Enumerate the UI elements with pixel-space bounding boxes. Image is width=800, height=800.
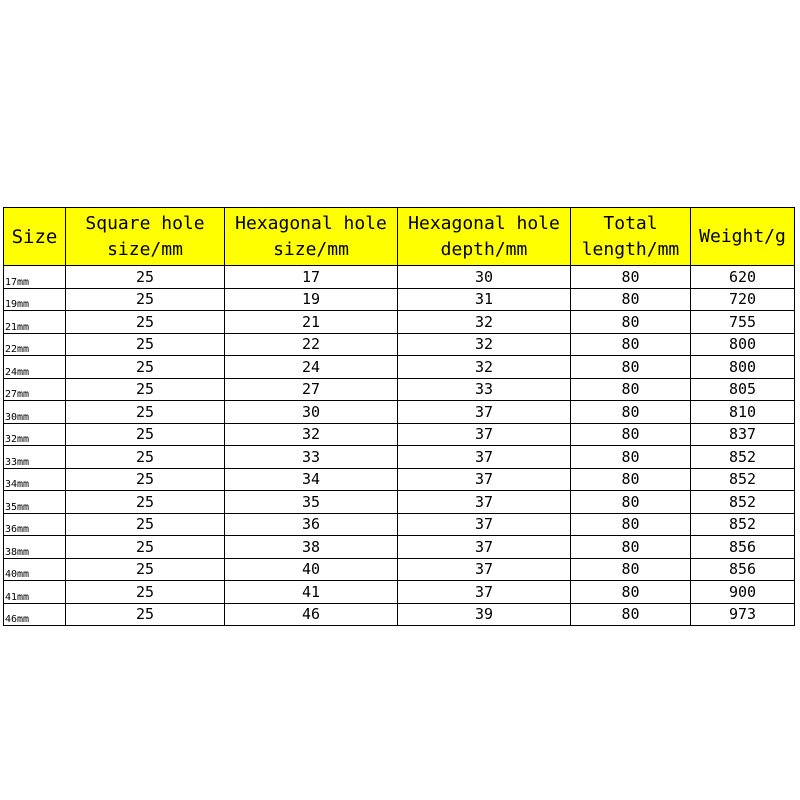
weight-cell: 837 bbox=[691, 423, 795, 446]
total-length-cell: 80 bbox=[571, 356, 691, 379]
header-weight-label: Weight/g bbox=[699, 225, 786, 247]
table-row bbox=[4, 446, 795, 469]
total-length-cell: 80 bbox=[571, 423, 691, 446]
hex-hole-depth-cell: 37 bbox=[398, 423, 571, 446]
weight-cell: 856 bbox=[691, 558, 795, 581]
size-cell: 41mm bbox=[4, 581, 66, 604]
square-hole-size-cell: 25 bbox=[66, 288, 225, 311]
total-length-cell: 80 bbox=[571, 468, 691, 491]
size-cell: 46mm bbox=[4, 603, 66, 626]
square-hole-size-cell: 25 bbox=[66, 513, 225, 536]
weight-cell: 800 bbox=[691, 333, 795, 356]
total-length-cell: 80 bbox=[571, 513, 691, 536]
total-length-cell: 80 bbox=[571, 378, 691, 401]
size-cell: 32mm bbox=[4, 423, 66, 446]
size-cell: 38mm bbox=[4, 536, 66, 559]
table-row bbox=[4, 513, 795, 536]
hex-hole-size-cell: 21 bbox=[225, 311, 398, 334]
total-length-cell: 80 bbox=[571, 603, 691, 626]
hex-hole-size-cell: 30 bbox=[225, 401, 398, 424]
table-row bbox=[4, 536, 795, 559]
hex-hole-depth-cell: 37 bbox=[398, 558, 571, 581]
size-cell: 27mm bbox=[4, 378, 66, 401]
table-row bbox=[4, 288, 795, 311]
hex-hole-depth-cell: 37 bbox=[398, 491, 571, 514]
hex-hole-size-cell: 33 bbox=[225, 446, 398, 469]
weight-cell: 856 bbox=[691, 536, 795, 559]
table-row bbox=[4, 401, 795, 424]
total-length-cell: 80 bbox=[571, 536, 691, 559]
hex-hole-depth-cell: 37 bbox=[398, 581, 571, 604]
header-hex-hole-size bbox=[225, 208, 398, 266]
table-row bbox=[4, 378, 795, 401]
square-hole-size-cell: 25 bbox=[66, 491, 225, 514]
size-cell: 40mm bbox=[4, 558, 66, 581]
square-hole-size-cell: 25 bbox=[66, 558, 225, 581]
hex-hole-size-cell: 22 bbox=[225, 333, 398, 356]
hex-hole-depth-cell: 32 bbox=[398, 333, 571, 356]
weight-cell: 805 bbox=[691, 378, 795, 401]
square-hole-size-cell: 25 bbox=[66, 356, 225, 379]
square-hole-size-cell: 25 bbox=[66, 311, 225, 334]
header-hex-hole-depth-line1: Hexagonal hole bbox=[408, 212, 560, 234]
hex-hole-depth-cell: 32 bbox=[398, 356, 571, 379]
size-cell: 33mm bbox=[4, 446, 66, 469]
table-row bbox=[4, 558, 795, 581]
spec-table bbox=[3, 207, 795, 626]
weight-cell: 900 bbox=[691, 581, 795, 604]
hex-hole-size-cell: 38 bbox=[225, 536, 398, 559]
square-hole-size-cell: 25 bbox=[66, 536, 225, 559]
size-cell: 35mm bbox=[4, 491, 66, 514]
header-hex-hole-depth bbox=[398, 208, 571, 266]
hex-hole-depth-cell: 37 bbox=[398, 446, 571, 469]
header-hex-hole-size-line2: size/mm bbox=[273, 238, 349, 260]
hex-hole-depth-cell: 31 bbox=[398, 288, 571, 311]
weight-cell: 852 bbox=[691, 491, 795, 514]
square-hole-size-cell: 25 bbox=[66, 603, 225, 626]
size-cell: 17mm bbox=[4, 266, 66, 289]
weight-cell: 973 bbox=[691, 603, 795, 626]
header-weight bbox=[691, 208, 795, 266]
total-length-cell: 80 bbox=[571, 311, 691, 334]
hex-hole-size-cell: 19 bbox=[225, 288, 398, 311]
size-cell: 21mm bbox=[4, 311, 66, 334]
weight-cell: 800 bbox=[691, 356, 795, 379]
header-square-hole-size-line2: size/mm bbox=[107, 238, 183, 260]
table-row bbox=[4, 356, 795, 379]
total-length-cell: 80 bbox=[571, 558, 691, 581]
weight-cell: 852 bbox=[691, 468, 795, 491]
square-hole-size-cell: 25 bbox=[66, 333, 225, 356]
hex-hole-size-cell: 34 bbox=[225, 468, 398, 491]
hex-hole-depth-cell: 30 bbox=[398, 266, 571, 289]
size-cell: 34mm bbox=[4, 468, 66, 491]
size-cell: 24mm bbox=[4, 356, 66, 379]
hex-hole-size-cell: 17 bbox=[225, 266, 398, 289]
size-cell: 30mm bbox=[4, 401, 66, 424]
square-hole-size-cell: 25 bbox=[66, 266, 225, 289]
hex-hole-depth-cell: 37 bbox=[398, 401, 571, 424]
hex-hole-size-cell: 35 bbox=[225, 491, 398, 514]
header-total-length-line2: length/mm bbox=[581, 238, 680, 260]
total-length-cell: 80 bbox=[571, 446, 691, 469]
table-row bbox=[4, 266, 795, 289]
header-row bbox=[4, 208, 795, 266]
weight-cell: 852 bbox=[691, 446, 795, 469]
square-hole-size-cell: 25 bbox=[66, 581, 225, 604]
weight-cell: 810 bbox=[691, 401, 795, 424]
table-row bbox=[4, 423, 795, 446]
hex-hole-size-cell: 27 bbox=[225, 378, 398, 401]
total-length-cell: 80 bbox=[571, 401, 691, 424]
square-hole-size-cell: 25 bbox=[66, 401, 225, 424]
table-row bbox=[4, 333, 795, 356]
table-row bbox=[4, 491, 795, 514]
header-size bbox=[4, 208, 66, 266]
total-length-cell: 80 bbox=[571, 333, 691, 356]
hex-hole-depth-cell: 37 bbox=[398, 536, 571, 559]
header-total-length bbox=[571, 208, 691, 266]
total-length-cell: 80 bbox=[571, 581, 691, 604]
hex-hole-size-cell: 36 bbox=[225, 513, 398, 536]
total-length-cell: 80 bbox=[571, 288, 691, 311]
table-row bbox=[4, 581, 795, 604]
hex-hole-size-cell: 32 bbox=[225, 423, 398, 446]
weight-cell: 852 bbox=[691, 513, 795, 536]
table-body bbox=[4, 266, 795, 626]
header-square-hole-size-line1: Square hole bbox=[85, 212, 205, 234]
header-square-hole-size bbox=[66, 208, 225, 266]
weight-cell: 720 bbox=[691, 288, 795, 311]
square-hole-size-cell: 25 bbox=[66, 446, 225, 469]
header-size-label: Size bbox=[11, 225, 58, 248]
weight-cell: 755 bbox=[691, 311, 795, 334]
square-hole-size-cell: 25 bbox=[66, 468, 225, 491]
size-cell: 36mm bbox=[4, 513, 66, 536]
total-length-cell: 80 bbox=[571, 266, 691, 289]
square-hole-size-cell: 25 bbox=[66, 423, 225, 446]
table-row bbox=[4, 311, 795, 334]
hex-hole-size-cell: 40 bbox=[225, 558, 398, 581]
header-total-length-line1: Total bbox=[603, 212, 658, 234]
weight-cell: 620 bbox=[691, 266, 795, 289]
hex-hole-size-cell: 46 bbox=[225, 603, 398, 626]
hex-hole-size-cell: 41 bbox=[225, 581, 398, 604]
total-length-cell: 80 bbox=[571, 491, 691, 514]
hex-hole-depth-cell: 37 bbox=[398, 513, 571, 536]
square-hole-size-cell: 25 bbox=[66, 378, 225, 401]
hex-hole-depth-cell: 33 bbox=[398, 378, 571, 401]
hex-hole-depth-cell: 37 bbox=[398, 468, 571, 491]
hex-hole-depth-cell: 32 bbox=[398, 311, 571, 334]
header-hex-hole-size-line1: Hexagonal hole bbox=[235, 212, 387, 234]
table-row bbox=[4, 603, 795, 626]
hex-hole-size-cell: 24 bbox=[225, 356, 398, 379]
size-cell: 19mm bbox=[4, 288, 66, 311]
hex-hole-depth-cell: 39 bbox=[398, 603, 571, 626]
header-hex-hole-depth-line2: depth/mm bbox=[440, 238, 528, 260]
table-row bbox=[4, 468, 795, 491]
size-cell: 22mm bbox=[4, 333, 66, 356]
